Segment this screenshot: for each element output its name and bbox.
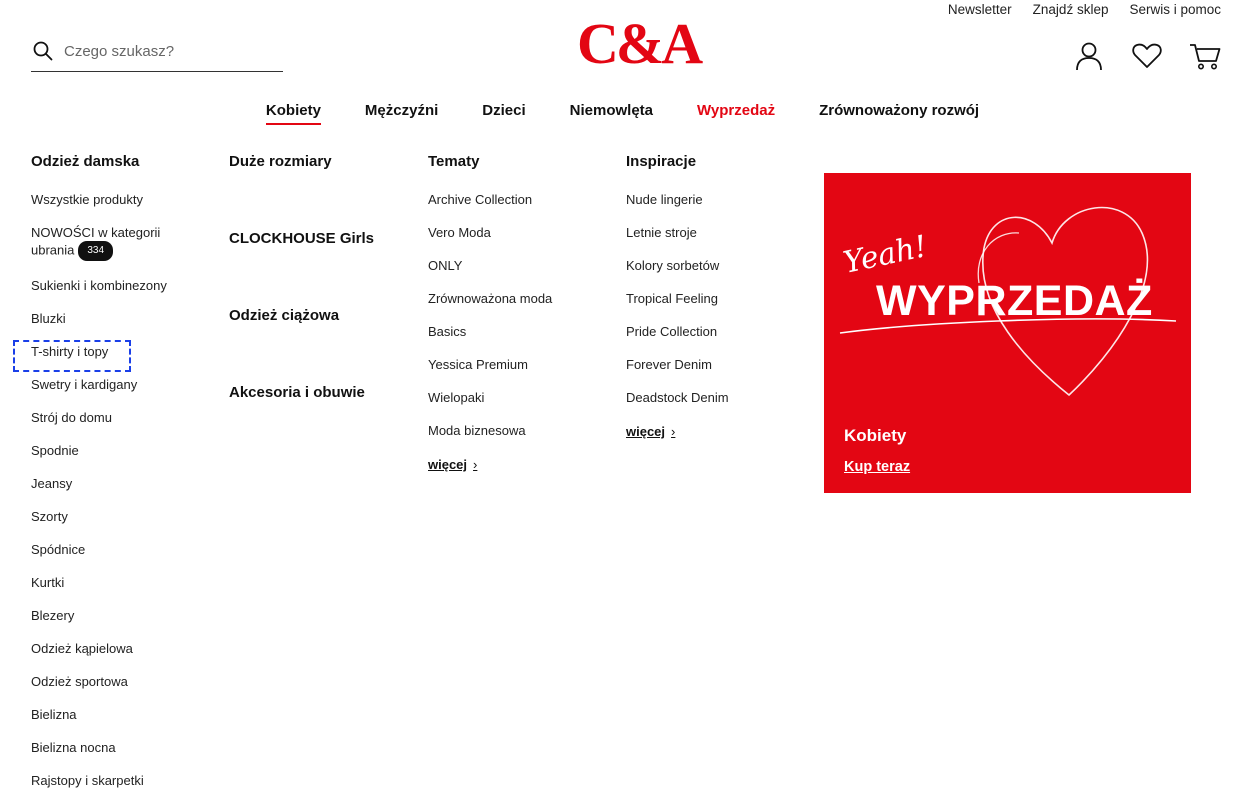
menu-link[interactable]: Wszystkie produkty <box>31 192 143 207</box>
menu-link[interactable]: Pride Collection <box>626 324 718 339</box>
chevron-right-icon: › <box>671 424 676 439</box>
sale-banner-image <box>824 173 1191 409</box>
menu-link[interactable]: Yessica Premium <box>428 357 528 372</box>
menu-link-tshirts[interactable]: T-shirty i topy <box>31 344 109 359</box>
menu-link[interactable]: Nude lingerie <box>626 192 703 207</box>
menu-link[interactable]: Spodnie <box>31 443 79 458</box>
chevron-right-icon: › <box>473 457 478 472</box>
promo-script-text: Yeah! <box>840 229 931 281</box>
more-label: więcej <box>626 424 666 439</box>
cart-icon[interactable] <box>1189 40 1221 72</box>
menu-link[interactable]: Zrównoważona moda <box>428 291 553 306</box>
column-heading[interactable]: Inspiracje <box>626 153 697 170</box>
menu-link[interactable]: Bielizna <box>31 707 77 722</box>
logo-text: C&A <box>577 11 701 76</box>
menu-link[interactable]: Jeansy <box>31 476 73 491</box>
menu-link[interactable]: Blezery <box>31 608 75 623</box>
menu-column-inspirations <box>626 153 806 441</box>
newsletter-link[interactable]: Newsletter <box>947 2 1012 17</box>
nav-sale[interactable]: Wyprzedaż <box>697 102 776 119</box>
count-badge: 334 <box>78 241 113 261</box>
menu-link[interactable]: Spódnice <box>31 542 86 557</box>
menu-link[interactable]: Bielizna nocna <box>31 740 116 755</box>
menu-link[interactable]: Odzież sportowa <box>31 674 128 689</box>
menu-link[interactable]: Strój do domu <box>31 410 112 425</box>
sale-promo-tile[interactable] <box>824 173 1191 493</box>
menu-column-womens-clothing <box>31 153 201 806</box>
menu-link[interactable]: Vero Moda <box>428 225 491 240</box>
menu-link[interactable]: Sukienki i kombinezony <box>31 278 167 293</box>
menu-link[interactable]: Odzież kąpielowa <box>31 641 133 656</box>
menu-links <box>31 192 201 789</box>
main-navigation <box>0 102 1245 125</box>
menu-links <box>626 192 806 441</box>
nav-sustainability[interactable]: Zrównoważony rozwój <box>819 102 980 119</box>
category-plus-size[interactable]: Duże rozmiary <box>229 153 332 170</box>
more-link[interactable] <box>626 424 675 439</box>
brand-logo[interactable] <box>577 11 701 76</box>
category-maternity[interactable]: Odzież ciążowa <box>229 307 340 324</box>
shop-now-link[interactable]: Kup teraz <box>844 459 911 475</box>
search-icon[interactable] <box>33 41 53 61</box>
menu-link[interactable]: Swetry i kardigany <box>31 377 138 392</box>
header-actions <box>1073 40 1221 72</box>
column-heading[interactable]: Odzież damska <box>31 153 140 170</box>
menu-link[interactable]: Wielopaki <box>428 390 485 405</box>
menu-column-themes <box>428 153 608 474</box>
menu-link[interactable]: Forever Denim <box>626 357 712 372</box>
promo-title: Kobiety <box>844 426 907 445</box>
search-input[interactable] <box>64 43 274 60</box>
menu-link[interactable]: ONLY <box>428 258 463 273</box>
nav-babies[interactable]: Niemowlęta <box>569 102 653 119</box>
category-clockhouse-girls[interactable]: CLOCKHOUSE Girls <box>229 230 375 247</box>
column-heading[interactable]: Tematy <box>428 153 480 170</box>
nav-kids[interactable]: Dzieci <box>482 102 526 119</box>
menu-link[interactable]: Deadstock Denim <box>626 390 729 405</box>
wishlist-heart-icon[interactable] <box>1131 40 1163 72</box>
menu-link[interactable]: Letnie stroje <box>626 225 697 240</box>
category-accessories-shoes[interactable]: Akcesoria i obuwie <box>229 384 365 401</box>
utility-links <box>948 2 1221 17</box>
menu-link[interactable]: Rajstopy i skarpetki <box>31 773 144 788</box>
menu-link[interactable]: Moda biznesowa <box>428 423 526 438</box>
menu-links <box>428 192 608 474</box>
new-in-label: NOWOŚCI w kategorii ubrania <box>31 225 161 258</box>
more-link[interactable] <box>428 457 477 472</box>
menu-link[interactable]: Tropical Feeling <box>626 291 719 306</box>
promo-headline: WYPRZEDAŻ <box>876 277 1153 325</box>
search-bar <box>31 38 283 72</box>
account-icon[interactable] <box>1073 40 1105 72</box>
store-finder-link[interactable]: Znajdź sklep <box>1032 2 1109 17</box>
menu-link-new-in[interactable] <box>31 225 201 261</box>
nav-men[interactable]: Mężczyźni <box>364 102 439 119</box>
menu-link[interactable]: Basics <box>428 324 467 339</box>
menu-link[interactable]: Kurtki <box>31 575 65 590</box>
menu-link[interactable]: Kolory sorbetów <box>626 258 720 273</box>
more-label: więcej <box>428 457 468 472</box>
nav-women[interactable]: Kobiety <box>266 102 321 125</box>
menu-link[interactable]: Archive Collection <box>428 192 533 207</box>
menu-link[interactable]: Szorty <box>31 509 68 524</box>
service-help-link[interactable]: Serwis i pomoc <box>1129 2 1221 17</box>
menu-link[interactable]: Bluzki <box>31 311 66 326</box>
